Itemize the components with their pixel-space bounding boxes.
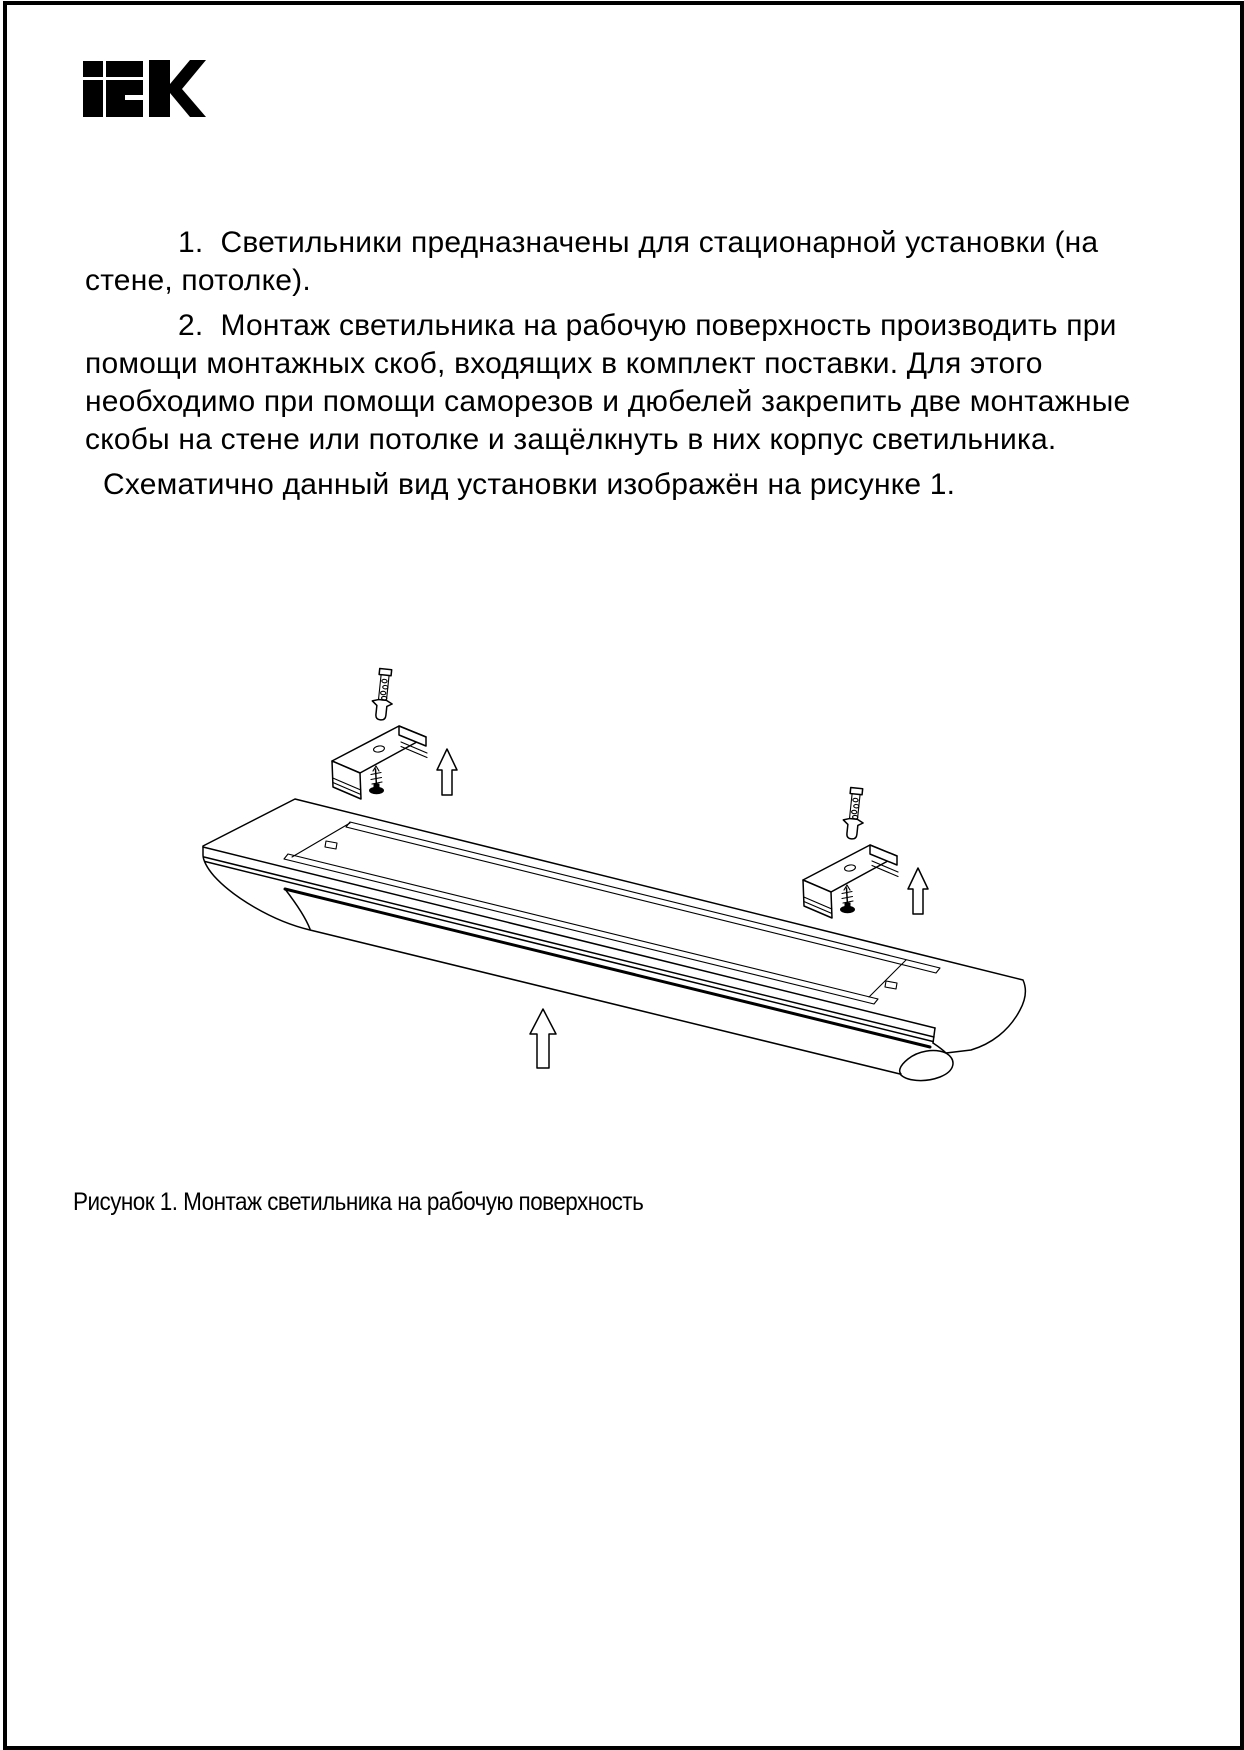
text-line: скобы на стене или потолке и защёлкнуть в них корпус светильника. bbox=[85, 423, 1057, 456]
luminaire-body bbox=[203, 799, 1025, 1081]
mounting-kit-right bbox=[803, 787, 928, 918]
text-line: необходимо при помощи саморезов и дюбелей закрепить две монтажные bbox=[85, 385, 1131, 418]
mounting-kit-left bbox=[332, 668, 457, 799]
text-line: 2. Монтаж светильника на рабочую поверхность производить при bbox=[178, 309, 1117, 342]
text-line: 1. Светильники предназначены для стационарной установки (на bbox=[178, 226, 1099, 259]
up-arrow-icon-bottom bbox=[530, 1009, 556, 1068]
text-line: стене, потолке). bbox=[85, 264, 311, 297]
text-line: помощи монтажных скоб, входящих в комплект поставки. Для этого bbox=[85, 347, 1043, 380]
text-line: Схематично данный вид установки изображён на рисунке 1. bbox=[103, 468, 956, 501]
figure-caption: Рисунок 1. Монтаж светильника на рабочую поверхность bbox=[73, 1188, 644, 1216]
